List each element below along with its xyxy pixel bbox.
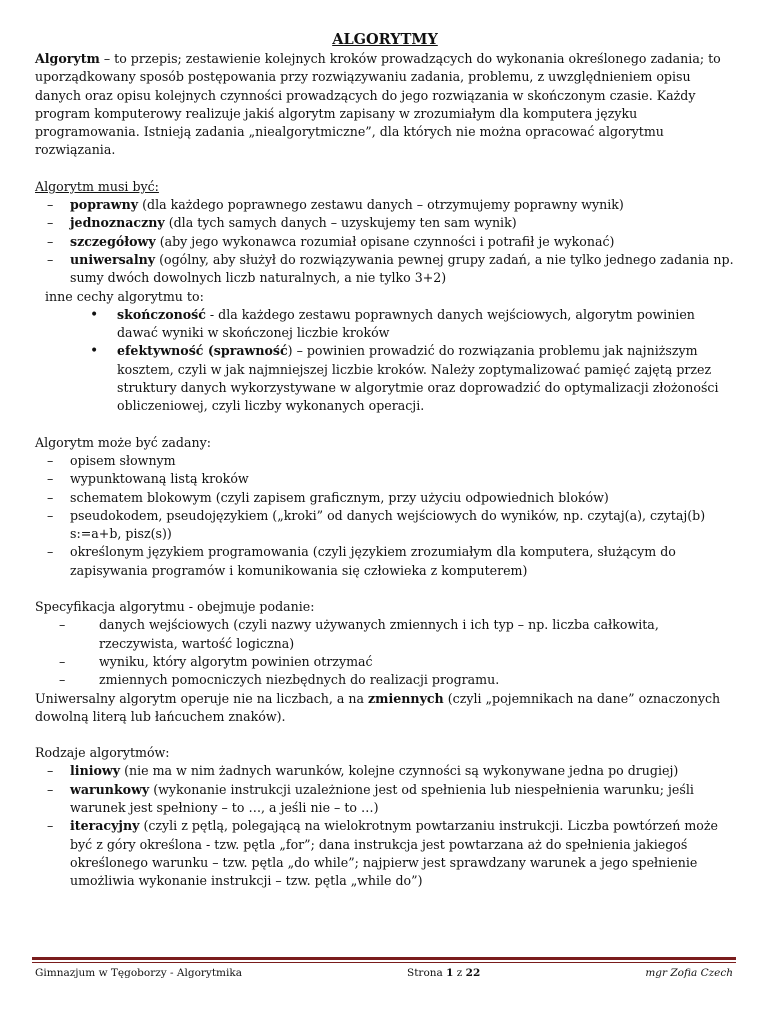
universal-term: zmiennych [367, 690, 444, 706]
item-term: szczegółowy [70, 233, 156, 249]
intro-text: – to przepis; zestawienie kolejnych kroków prowadzących do wykonania określonego zadania; to uporządkowany sposób postępowania przy rozwiązywaniu zadania, problemu, z uwzględnieniem opisu danych oraz opisu kolejnych czynności prowadzących do jego rozwiązania w skończonym czasie. Każdy program komputerowy realizuje jakiś algorytm zapisany w zrozumiałym dla komputera języku programowania. Istnieją zadania „niealgorytmiczne”, dla których nie można opracować algorytmu rozwiązania. [35, 51, 721, 158]
item-term: warunkowy [70, 781, 150, 797]
list-item: – określonym językiem programowania (czyli językiem zrozumiałym dla komputera, służącym do zapisywania programów i komunikowania się człowieka z komputerem) [35, 543, 735, 580]
item-text: (aby jego wykonawca rozumiał opisane czynności i potrafił je wykonać) [155, 233, 615, 249]
list-item: – schematem blokowym (czyli zapisem graficznym, przy użyciu odpowiednich bloków) [35, 489, 735, 507]
page-title: ALGORYTMY [332, 31, 438, 48]
item-text: (wykonanie instrukcji uzależnione jest od spełnienia lub niespełnienia warunku; jeśli warunek jest spełniony – to …, a jeśli nie – to …) [70, 781, 694, 815]
item-text: (czyli z pętlą, polegającą na wielokrotnym powtarzaniu instrukcji. Liczba powtórzeń może być z góry określona - tzw. pętla „for”; dana instrukcja jest powtarzana aż do spełnienia jakiegoś określonego warunku – tzw. pętla „do while”; najpierw jest sprawdzany warunek a jego spełnienie umożliwia wykonanie instrukcji – tzw. pętla „while do”) [70, 818, 718, 889]
item-term: skończoność [117, 306, 206, 322]
spec-list [35, 616, 735, 689]
given-list [35, 452, 735, 580]
intro-term: Algorytm [35, 51, 100, 66]
list-item [35, 817, 735, 890]
item-term: poprawny [70, 197, 139, 213]
list-item [35, 196, 735, 214]
universal-paragraph: Uniwersalny algorytm operuje nie na liczbach, a na zmiennych (czyli „pojemnikach na dane” oznaczonych dowolną literą lub łańcuchem znaków). [35, 690, 721, 724]
item-term: liniowy [70, 763, 121, 779]
list-item: – wyniku, który algorytm powinien otrzymać [35, 653, 735, 671]
footer-divider [32, 957, 736, 960]
other-features-heading: inne cechy algorytmu to: [45, 288, 204, 304]
list-item [35, 762, 735, 780]
item-term: iteracyjny [70, 818, 140, 834]
list-item: – zmiennych pomocniczych niezbędnych do realizacji programu. [35, 671, 735, 689]
must-list [35, 196, 735, 287]
list-item: – opisem słownym [35, 452, 735, 470]
item-text: (nie ma w nim żadnych warunków, kolejne czynności są wykonywane jedna po drugiej) [120, 763, 679, 779]
types-list [35, 762, 735, 890]
list-item: – pseudokodem, pseudojęzykiem („kroki” od danych wejściowych do wyników, np. czytaj(a), czytaj(b) s:=a+b, pisz(s)) [35, 507, 735, 544]
item-text: (dla tych samych danych – uzyskujemy ten sam wynik) [164, 215, 517, 231]
list-item [35, 214, 735, 232]
given-heading: Algorytm może być zadany: [35, 434, 211, 450]
list-item: – danych wejściowych (czyli nazwy używanych zmiennych i ich typ – np. liczba całkowita, rzeczywista, wartość logiczna) [35, 616, 735, 653]
footer-author: mgr Zofia Czech [645, 967, 733, 979]
item-text: ) – powinien prowadzić do rozwiązania problemu jak najniższym kosztem, czyli w jak najmniejszej liczbie kroków. Należy zoptymalizować pamięć zajętą przez struktury danych wykorzystywane w algorytmie oraz doprowadzić do optymalizacji złożoności obliczeniowej, czyli liczby wykonanych operacji. [117, 343, 719, 414]
spec-heading: Specyfikacja algorytmu - obejmuje podanie: [35, 599, 315, 615]
document-page [35, 30, 735, 890]
list-item [35, 233, 735, 251]
must-heading: Algorytm musi być: [35, 178, 159, 194]
footer-page-number: Strona 1 z 22 [407, 967, 481, 979]
list-item [35, 781, 735, 818]
item-text: (dla każdego poprawnego zestawu danych – otrzymujemy poprawny wynik) [138, 197, 624, 213]
footer-divider-thin [32, 962, 736, 963]
intro-paragraph [35, 50, 735, 160]
list-item [35, 251, 735, 288]
footer-school: Gimnazjum w Tęgoborzy - Algorytmika [35, 967, 242, 979]
list-item: – wypunktowaną listą kroków [35, 470, 735, 488]
list-item [35, 342, 735, 415]
item-text: - dla każdego zestawu poprawnych danych wejściowych, algorytm powinien dawać wyniki w skończonej liczbie kroków [117, 306, 695, 341]
page-footer [35, 966, 733, 980]
list-item [35, 306, 735, 343]
other-features-list [35, 306, 735, 416]
item-text: (ogólny, aby służył do rozwiązywania pewnej grupy zadań, a nie tylko jednego zadania np. sumy dwóch dowolnych liczb naturalnych, a nie tylko 3+2) [70, 251, 734, 286]
item-term: jednoznaczny [70, 215, 165, 231]
item-term: efektywność (sprawność [117, 343, 288, 359]
types-heading: Rodzaje algorytmów: [35, 745, 170, 761]
item-term: uniwersalny [70, 251, 156, 267]
